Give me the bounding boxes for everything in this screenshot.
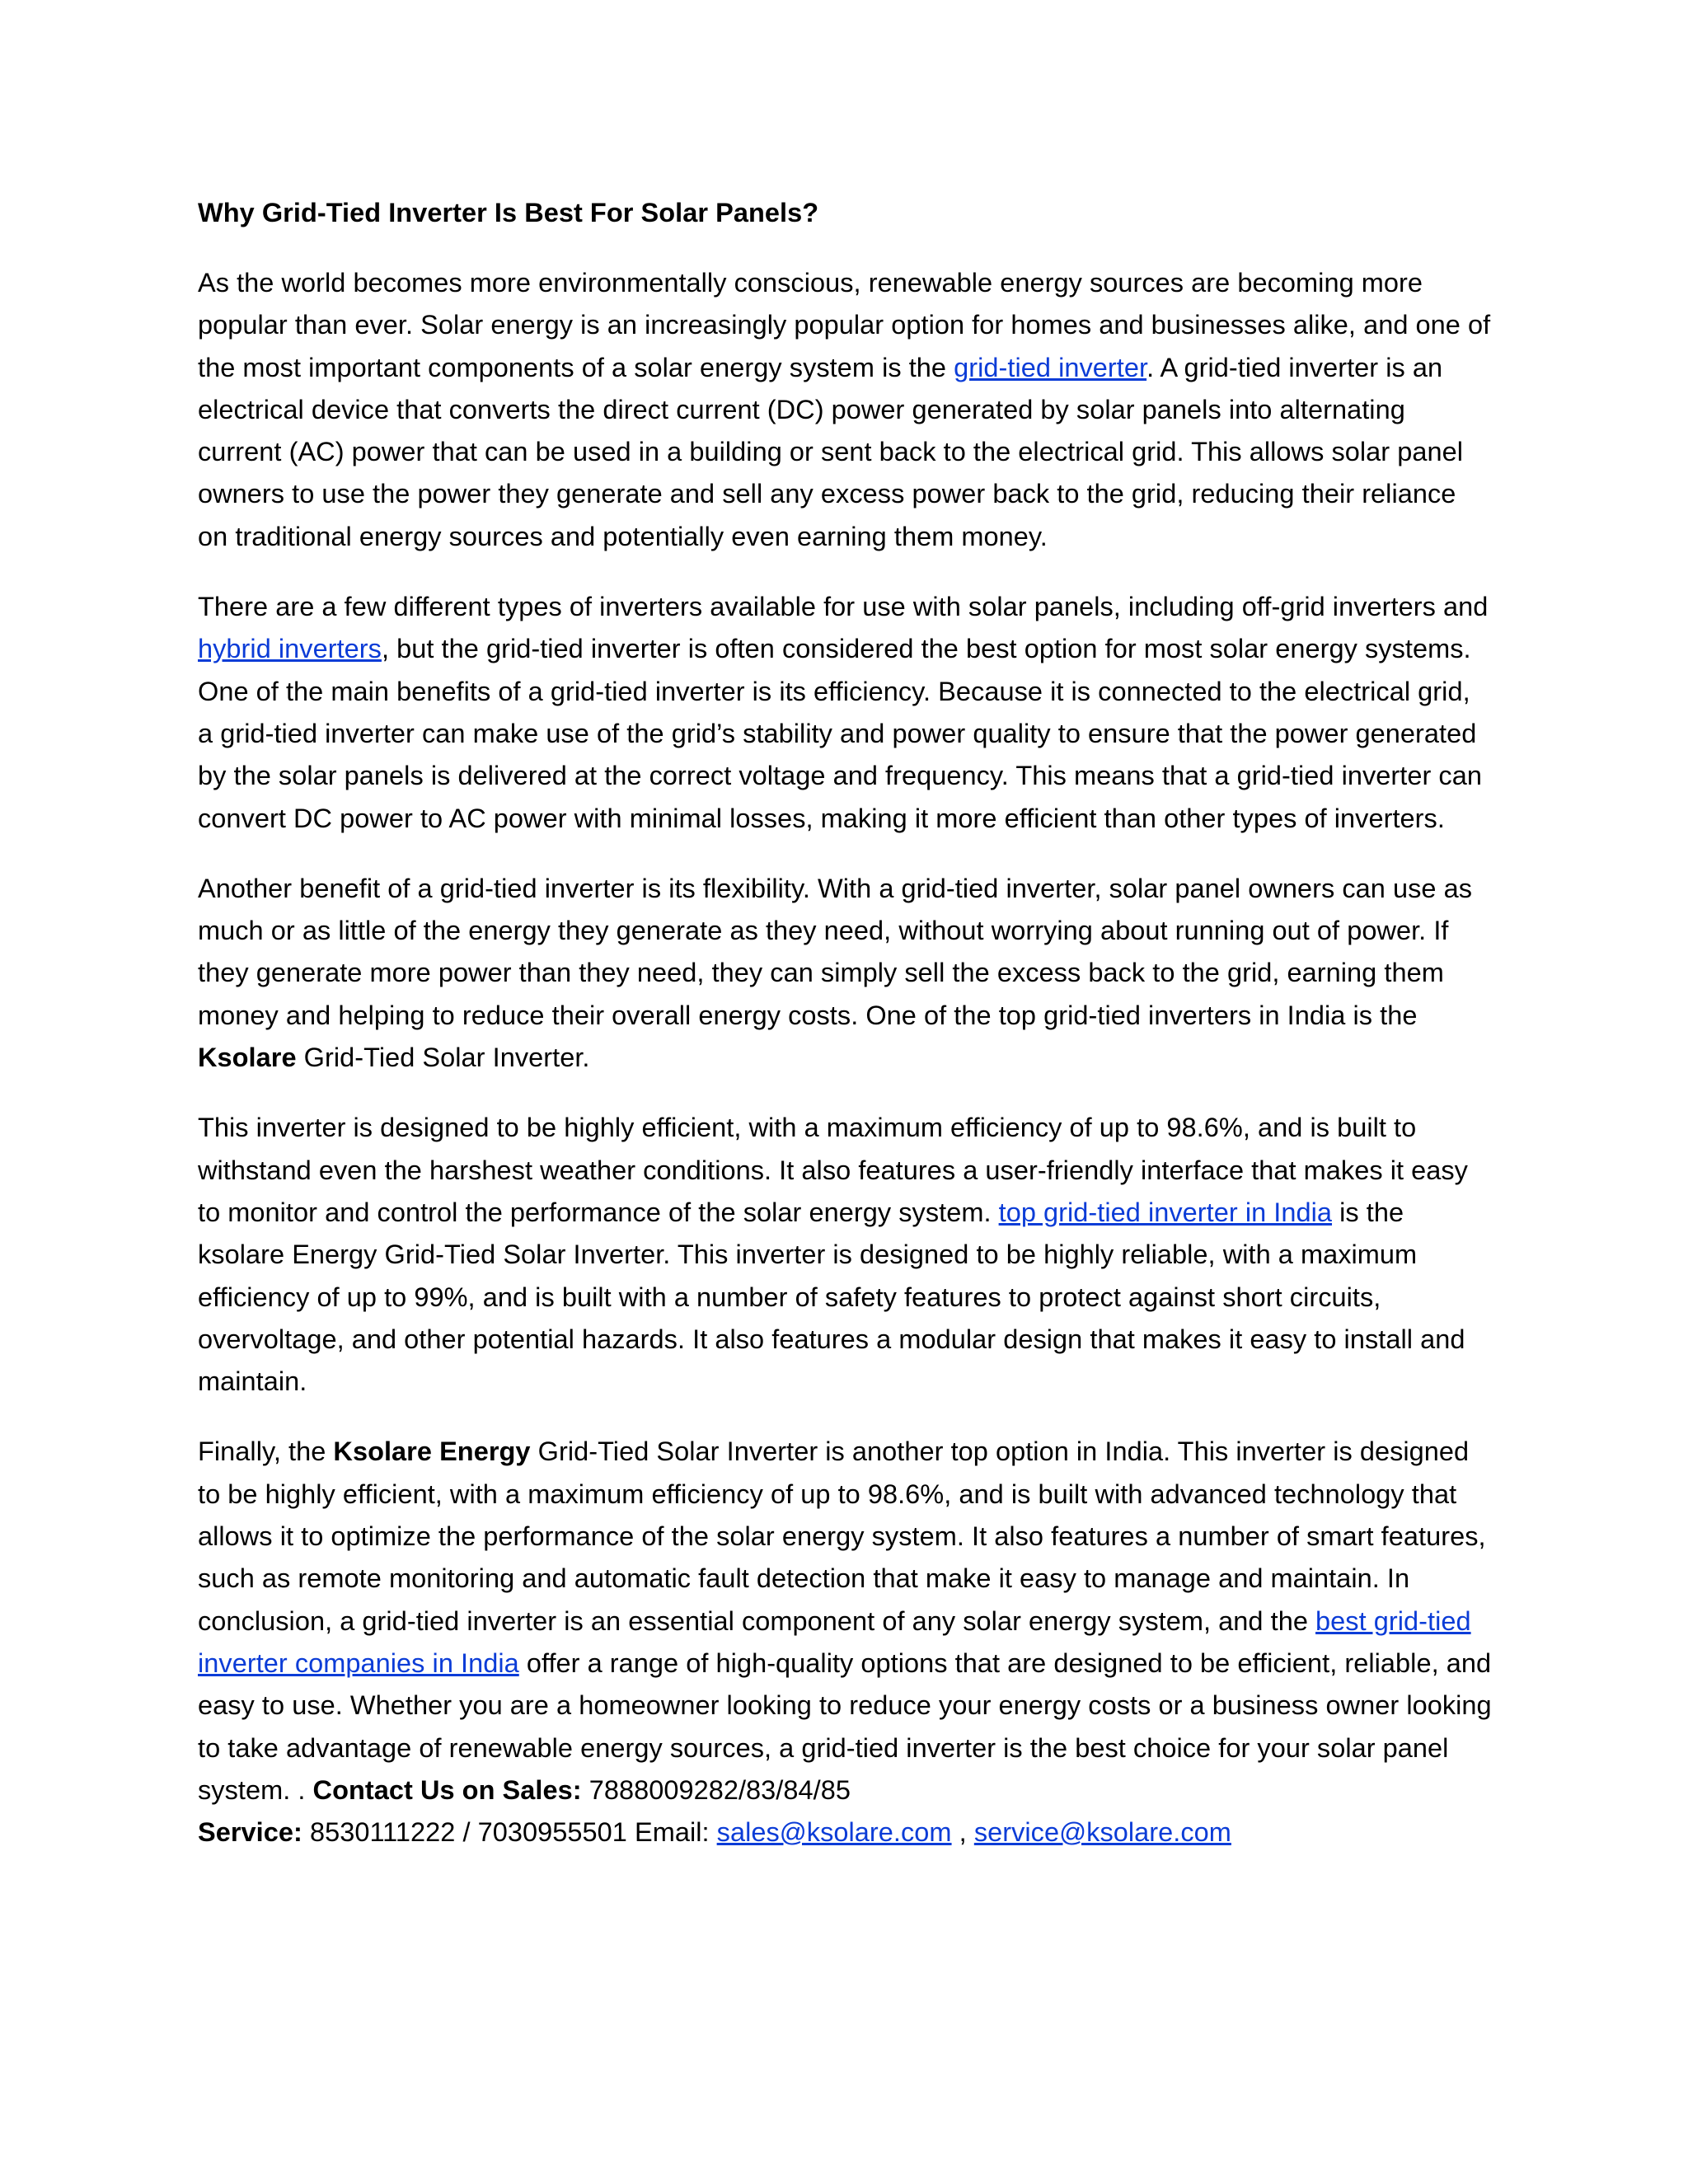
paragraph-text: Grid-Tied Solar Inverter. xyxy=(296,1043,590,1073)
service-email-link[interactable]: service@ksolare.com xyxy=(973,1817,1231,1848)
service-label: Service: xyxy=(198,1817,302,1848)
paragraph-inverter-types xyxy=(198,586,1492,840)
paragraph-text: is the ksolare Energy Grid-Tied Solar Inverter. This inverter is designed to be highly reliable, with a maximum efficiency of up to 99%, and is built with a number of safety features to protect against short circuits, overvoltage, and other potential hazards. It also features a modular design that makes it easy to install and maintain. xyxy=(198,1197,1465,1397)
sales-email-link[interactable]: sales@ksolare.com xyxy=(716,1817,952,1848)
grid-tied-inverter-link[interactable]: grid-tied inverter xyxy=(954,352,1147,382)
service-numbers: 8530111222 / 7030955501 Email: xyxy=(302,1817,717,1848)
paragraph-text: Finally, the xyxy=(198,1436,334,1467)
paragraph-conclusion xyxy=(198,1431,1492,1854)
email-separator: , xyxy=(951,1817,974,1848)
best-inverter-companies-link[interactable]: best grid-tied inverter companies in India xyxy=(198,1605,1471,1678)
paragraph-intro xyxy=(198,262,1492,558)
paragraph-text: , but the grid-tied inverter is often considered the best option for most solar energy systems. One of the main benefits of a grid-tied inverter is its efficiency. Because it is connected to the electrical grid, a grid-tied inverter can make use of the grid’s stability and power quality to ensure that the power generated by the solar panels is delivered at the correct voltage and frequency. This means that a grid-tied inverter can convert DC power to AC power with minimal losses, making it more efficient than other types of inverters. xyxy=(198,634,1482,833)
document-title: Why Grid-Tied Inverter Is Best For Solar Panels? xyxy=(198,198,819,227)
paragraph-text: Another benefit of a grid-tied inverter is its flexibility. With a grid-tied inverter, solar panel owners can use as much or as little of the energy they generate as they need, without worrying about running out of power. If they generate more power than they need, they can simply sell the excess back to the grid, earning them money and helping to reduce their overall energy costs. One of the top grid-tied inverters in India is the xyxy=(198,873,1473,1030)
paragraph-text: As the world becomes more environmentally conscious, renewable energy sources are becoming more popular than ever. Solar energy is an increasingly popular option for homes and businesses alike, and one of the most important components of a solar energy system is the xyxy=(198,268,1491,382)
contact-label: Contact Us on Sales: xyxy=(312,1774,582,1805)
paragraph-flexibility xyxy=(198,868,1492,1079)
sales-numbers: 7888009282/83/84/85 xyxy=(581,1774,851,1805)
document-page xyxy=(198,191,1492,1882)
hybrid-inverters-link[interactable]: hybrid inverters xyxy=(198,634,382,664)
paragraph-text: offer a range of high-quality options that are designed to be efficient, reliable, and easy to use. Whether you are a homeowner looking to reduce your energy costs or a business owner looking to take advantage of renewable energy sources, a grid-tied inverter is the best choice for your solar panel system. . xyxy=(198,1647,1492,1805)
brand-name: Ksolare xyxy=(198,1043,297,1073)
paragraph-efficiency xyxy=(198,1107,1492,1403)
top-inverter-india-link[interactable]: top grid-tied inverter in India xyxy=(998,1197,1333,1227)
paragraph-text: Grid-Tied Solar Inverter is another top option in India. This inverter is designed to be highly efficient, with a maximum efficiency of up to 98.6%, and is built with advanced technology that allows it to optimize the performance of the solar energy system. It also features a number of smart features, such as remote monitoring and automatic fault detection that make it easy to manage and maintain. In conclusion, a grid-tied inverter is an essential component of any solar energy system, and the xyxy=(198,1436,1486,1636)
paragraph-text: This inverter is designed to be highly efficient, with a maximum efficiency of up to 98.6%, and is built to withstand even the harshest weather conditions. It also features a user-friendly interface that makes it easy to monitor and control the performance of the solar energy system. xyxy=(198,1113,1468,1227)
paragraph-text: There are a few different types of inverters available for use with solar panels, including off-grid inverters and xyxy=(198,592,1489,622)
brand-name: Ksolare Energy xyxy=(333,1436,531,1467)
paragraph-text: . A grid-tied inverter is an electrical device that converts the direct current (DC) power generated by solar panels into alternating current (AC) power that can be used in a building or sent back to the electrical grid. This allows solar panel owners to use the power they generate and sell any excess power back to the grid, reducing their reliance on traditional energy sources and potentially even earning them money. xyxy=(198,352,1463,551)
